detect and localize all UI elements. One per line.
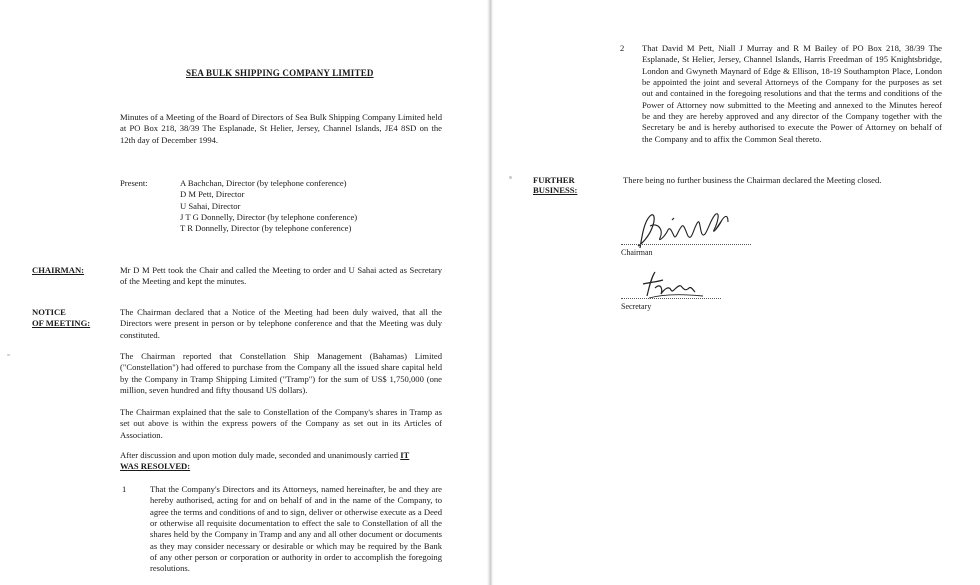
present-item: U Sahai, Director (180, 200, 241, 211)
chairman-explained-paragraph: The Chairman explained that the sale to Constellation of the Company's shares in Tramp as set out above is within the express powers of the Company as set out in its Articles of Association. (120, 407, 442, 440)
further-business-label-line1: FURTHER (533, 175, 575, 185)
present-label: Present: (120, 178, 148, 188)
resolution-intro (120, 450, 450, 473)
chairman-reported-paragraph: The Chairman reported that Constellation Ship Management (Bahamas) Limited ("Constellation") had offered to purchase from the Company all the issued share capital held by the Company in Tramp Shipping Limited ("Tramp") for the sum of US$ 1,750,000 (one million, seven hundred and fifty thousand US dollars). (120, 351, 442, 396)
resolution-item-text: That David M Pett, Niall J Murray and R M Bailey of PO Box 218, 38/39 The Esplanade, St Helier, Jersey, Channel Islands, Harris Freedman of 195 Knightsbridge, London and Gwyneth Maynard of Edge & Ellison, 18-19 Southampton Place, London be appointed the joint and several Attorneys of the Company for the purposes as set out and contained in the foregoing resolutions and that the terms and conditions of the Power of Attorney now submitted to the Meeting and annexed to the Minutes hereof be and they are hereby approved and any director of the Company together with the Secretary be and is hereby authorised to execute the Power of Attorney on behalf of the Company and to affix the Common Seal thereto. (642, 43, 942, 144)
chairman-caption: Chairman (621, 248, 653, 257)
notice-text: The Chairman declared that a Notice of the Meeting had been duly waived, that all the Directors were present in person or by telephone conference and that the Meeting was duly constituted. (120, 307, 442, 340)
was-resolved-heading: WAS RESOLVED: (120, 461, 191, 472)
it-word: IT (400, 450, 410, 460)
further-business-label-line2: BUSINESS: (533, 185, 578, 195)
present-item: A Bachchan, Director (by telephone conference) (180, 178, 347, 188)
company-title: SEA BULK SHIPPING COMPANY LIMITED (186, 68, 374, 78)
further-business-text: There being no further business the Chairman declared the Meeting closed. (623, 175, 882, 185)
secretary-caption: Secretary (621, 302, 652, 311)
present-list (180, 178, 420, 235)
notice-label-line2: OF MEETING: (32, 318, 91, 328)
secretary-signature-line (621, 298, 721, 299)
resolution-item-text: That the Company's Directors and its Attorneys, named hereinafter, be and they are hereby authorised, acting for and on behalf of and in the name of the Company, to agree the terms and conditions of and to sign, deliver or otherwise execute as a Deed or otherwise all requisite documentation to effect the sale to Constellation of all the shares held by the Company in Tramp and any and all other document or documents as they may consider necessary or desirable or which may be required by the Bank of any other person or corporation or authority in order to accomplish the foregoing resolutions. (150, 484, 442, 574)
scan-speck (509, 176, 512, 179)
present-item: J T G Donnelly, Director (by telephone conference) (180, 212, 358, 223)
notice-label-line1: NOTICE (32, 307, 66, 317)
right-page (493, 0, 980, 585)
chairman-text: Mr D M Pett took the Chair and called the Meeting to order and U Sahai acted as Secretary of the Meeting and kept the minutes. (120, 265, 442, 287)
scan-speck (7, 354, 10, 356)
chairman-label: CHAIRMAN: (32, 265, 85, 275)
meeting-intro: Minutes of a Meeting of the Board of Directors of Sea Bulk Shipping Company Limited held at PO Box 218, 38/39 The Esplanade, St Helier, Jersey, Channel Islands, JE4 8SD on the 12th day of December 1994. (120, 112, 442, 145)
after-discussion-text: After discussion and upon motion duly made, seconded and unanimously carried (120, 450, 399, 460)
resolution-item-number: 2 (620, 43, 625, 53)
left-page (0, 0, 487, 585)
resolution-item-number: 1 (122, 484, 127, 494)
chairman-signature-line (621, 244, 751, 245)
present-item: D M Pett, Director (180, 189, 245, 200)
present-item: T R Donnelly, Director (by telephone conference) (180, 223, 352, 234)
